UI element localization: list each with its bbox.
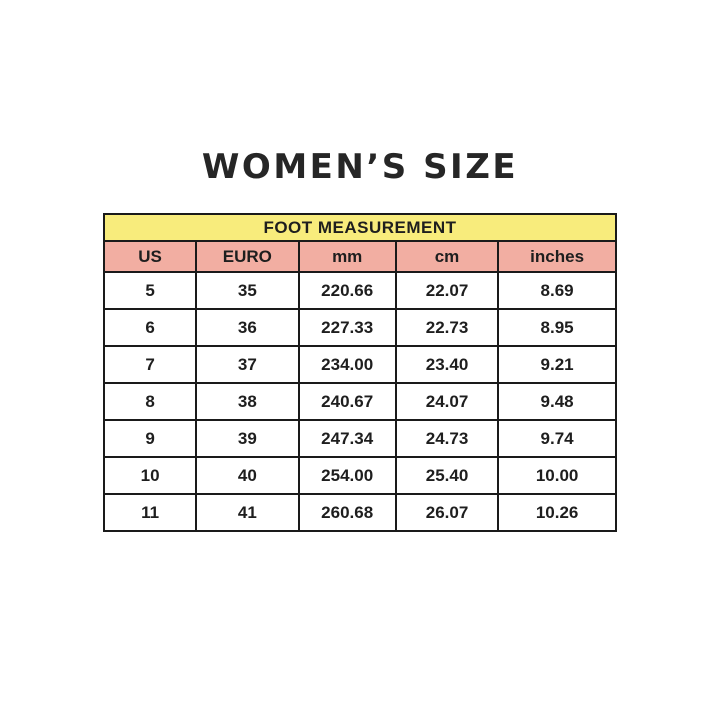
- column-header-row: [104, 241, 616, 272]
- table-cell: 260.68: [299, 494, 396, 531]
- table-row: [104, 383, 616, 420]
- table-cell: 11: [104, 494, 196, 531]
- table-cell: 39: [196, 420, 298, 457]
- table-cell: 10.00: [498, 457, 616, 494]
- table-cell: 25.40: [396, 457, 498, 494]
- table-row: [104, 457, 616, 494]
- foot-measurement-table: [103, 213, 617, 532]
- size-chart-table: [103, 213, 617, 532]
- table-cell: 41: [196, 494, 298, 531]
- column-header-inches: inches: [498, 241, 616, 272]
- table-cell: 9: [104, 420, 196, 457]
- table-cell: 8.95: [498, 309, 616, 346]
- table-cell: 37: [196, 346, 298, 383]
- table-row: [104, 309, 616, 346]
- table-cell: 24.73: [396, 420, 498, 457]
- table-cell: 40: [196, 457, 298, 494]
- table-cell: 22.07: [396, 272, 498, 309]
- table-title: FOOT MEASUREMENT: [104, 214, 616, 241]
- table-cell: 8.69: [498, 272, 616, 309]
- table-cell: 22.73: [396, 309, 498, 346]
- table-cell: 8: [104, 383, 196, 420]
- page-title: WOMEN’S SIZE: [201, 147, 519, 187]
- table-cell: 24.07: [396, 383, 498, 420]
- table-cell: 9.74: [498, 420, 616, 457]
- table-cell: 254.00: [299, 457, 396, 494]
- table-cell: 10: [104, 457, 196, 494]
- table-row: [104, 272, 616, 309]
- column-header-euro: EURO: [196, 241, 298, 272]
- table-row: [104, 420, 616, 457]
- table-cell: 26.07: [396, 494, 498, 531]
- table-cell: 35: [196, 272, 298, 309]
- column-header-cm: cm: [396, 241, 498, 272]
- table-cell: 38: [196, 383, 298, 420]
- table-cell: 220.66: [299, 272, 396, 309]
- table-cell: 10.26: [498, 494, 616, 531]
- table-cell: 227.33: [299, 309, 396, 346]
- column-header-us: US: [104, 241, 196, 272]
- column-header-mm: mm: [299, 241, 396, 272]
- table-cell: 234.00: [299, 346, 396, 383]
- table-row: [104, 494, 616, 531]
- table-cell: 36: [196, 309, 298, 346]
- table-row: [104, 346, 616, 383]
- table-cell: 5: [104, 272, 196, 309]
- table-cell: 9.48: [498, 383, 616, 420]
- table-cell: 7: [104, 346, 196, 383]
- table-cell: 240.67: [299, 383, 396, 420]
- table-cell: 6: [104, 309, 196, 346]
- table-cell: 9.21: [498, 346, 616, 383]
- table-body: [104, 272, 616, 531]
- table-title-row: [104, 214, 616, 241]
- table-cell: 247.34: [299, 420, 396, 457]
- table-cell: 23.40: [396, 346, 498, 383]
